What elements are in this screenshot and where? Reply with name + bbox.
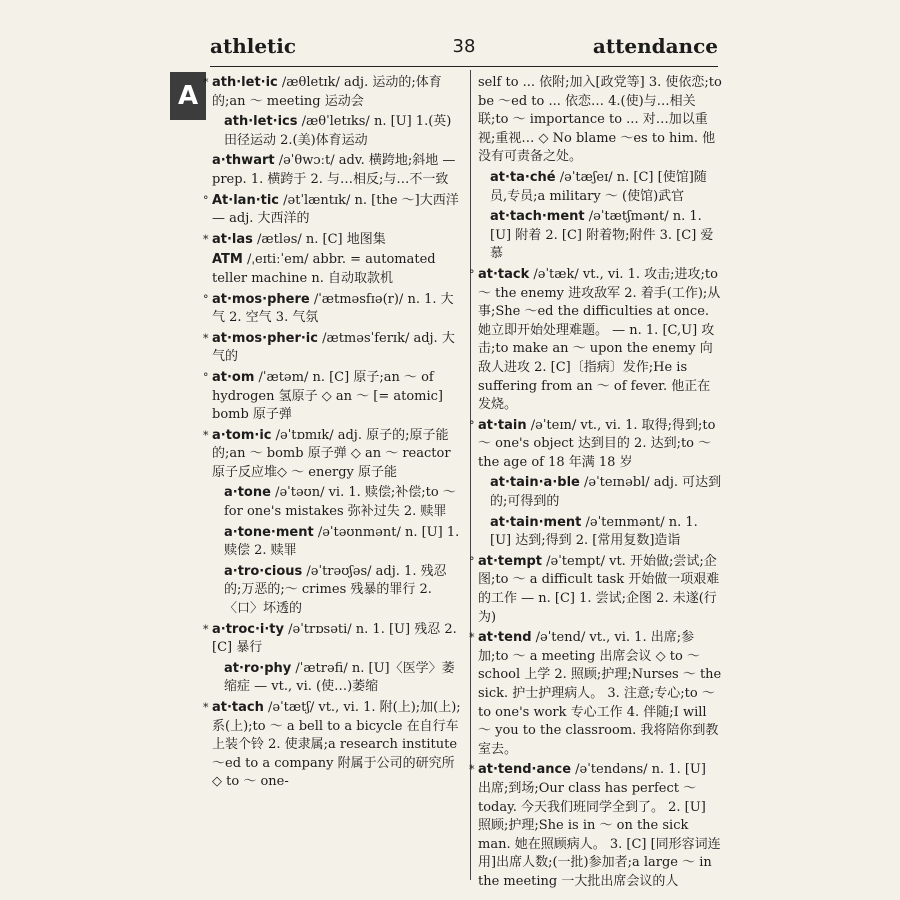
headword: a·tone — [224, 485, 271, 501]
thumb-index-tab: A — [170, 72, 206, 120]
dictionary-entry — [469, 266, 722, 415]
dictionary-entry — [469, 417, 722, 473]
dictionary-entry — [478, 74, 722, 167]
frequency-mark: ° — [203, 292, 209, 306]
dictionary-entry — [203, 330, 462, 367]
headword: at·tend — [478, 630, 532, 646]
dictionary-entry — [212, 113, 462, 150]
headword: at·tain·a·ble — [490, 475, 580, 491]
entry-definition: /əˈθwɔːt/ adv. 横跨地;斜地 — prep. 1. 横跨于 2. 与…相反;与…不一致 — [212, 153, 456, 187]
dictionary-entry — [203, 231, 462, 250]
headword: at·tend·ance — [478, 762, 572, 778]
headword: At·lan·tic — [212, 192, 280, 208]
entry-definition: /əˈtəʊn/ vi. 1. 赎偿;补偿;to ～ for one's mistakes 弥补过失 2. 赎罪 — [224, 485, 456, 520]
frequency-mark: ° — [469, 418, 475, 432]
headword: ATM — [212, 252, 243, 268]
entry-definition: /ˈætrəfi/ n. [U]〈医学〉萎缩症 — vt., vi. (使…)萎缩 — [224, 660, 455, 695]
entry-definition: /əˈtrɒsəti/ n. 1. [U] 残忍 2. [C] 暴行 — [212, 621, 457, 656]
headword: at·mos·phere — [212, 291, 310, 307]
entry-definition: /əˈtend/ vt., vi. 1. 出席;参加;to ～ a meeting 出席会议 ◇ to ～ school 上学 2. 照顾;护理;Nurses ～ the sick. 护士护理病人。 3. 注意;专心;to ～ to one's work 专心工作 4. 伴随;I will ～ you to the classroom. 我将陪你到教室去。 — [478, 630, 722, 757]
entry-definition: /ætməsˈferɪk/ adj. 大气的 — [212, 330, 455, 365]
frequency-mark: * — [203, 428, 209, 442]
dictionary-entry — [212, 152, 462, 189]
dictionary-entry — [212, 484, 462, 521]
entry-definition: /ətˈlæntɪk/ n. [the ～]大西洋 — adj. 大西洋的 — [212, 192, 459, 227]
frequency-mark: ° — [203, 370, 209, 384]
dictionary-entry — [203, 291, 462, 328]
entry-definition: self to ... 依附;加入[政党等] 3. 使依恋;to be ～ed to ... 依恋… 4.(使)与…相关联;to ～ importance to ... 对…加以重视;重视… ◇ No blame ～es to him. 他没有可责备之处。 — [478, 75, 722, 165]
entry-definition: /ˈætəm/ n. [C] 原子;an ～ of hydrogen 氢原子 ◇ an ～ [= atomic] bomb 原子弹 — [212, 369, 443, 423]
headword: at·tain — [478, 417, 527, 433]
entry-definition: /əˈteɪn/ vt., vi. 1. 取得;得到;to ～ one's object 达到目的 2. 达到;to ～ the age of 18 年满 18 岁 — [478, 417, 716, 470]
frequency-mark: * — [203, 622, 209, 636]
header-rule — [210, 66, 718, 67]
guide-word-right: attendance — [592, 34, 718, 58]
entry-definition: /æθˈletɪks/ n. [U] 1.(英)田径运动 2.(美)体育运动 — [224, 114, 452, 148]
frequency-mark: * — [469, 763, 475, 777]
left-column — [203, 74, 462, 794]
dictionary-entry — [469, 629, 722, 759]
frequency-mark: * — [203, 232, 209, 246]
dictionary-entry — [478, 474, 722, 511]
headword: a·tom·ic — [212, 427, 272, 443]
frequency-mark: * — [203, 701, 209, 714]
dictionary-entry — [469, 553, 722, 627]
frequency-mark: * — [203, 76, 209, 89]
headword: at·tack — [478, 266, 530, 282]
headword: a·tro·cious — [224, 563, 303, 579]
dictionary-entry — [203, 369, 462, 425]
headword: at·tach·ment — [490, 209, 585, 225]
entry-definition: /əˈtætʃmənt/ n. 1. [U] 附着 2. [C] 附着物;附件 3. [C] 爱慕 — [490, 209, 714, 262]
page-header — [210, 32, 718, 66]
headword: at·tempt — [478, 553, 543, 569]
headword: a·troc·i·ty — [212, 621, 284, 637]
frequency-mark: ° — [203, 193, 209, 207]
dictionary-entry — [478, 514, 722, 551]
right-column — [469, 74, 722, 894]
entry-definition: /əˈtrəʊʃəs/ adj. 1. 残忍的;万恶的;～ crimes 残暴的罪行 2.〈口〉坏透的 — [224, 563, 447, 617]
dictionary-entry — [478, 169, 722, 206]
headword: a·tone·ment — [224, 524, 314, 540]
headword: ath·let·ics — [224, 114, 298, 130]
headword: at·tain·ment — [490, 514, 582, 530]
entry-definition: /əˈtæʃeɪ/ n. [C] [使馆]随员,专员;a military ～ (使馆)武官 — [490, 169, 707, 204]
dictionary-entry — [203, 427, 462, 483]
headword: at·om — [212, 369, 255, 385]
entry-definition: /əˈtendəns/ n. 1. [U] 出席;到场;Our class has perfect ～ today. 今天我们班同学全到了。 2. [U] 照顾;护理;She is in ～ on the sick man. 她在照顾病人。 3. [C] [同形容词连用]出席人数;(一批)参加者;a large ～ in the meeting 一大批出席会议的人 — [478, 762, 721, 889]
entry-definition: /əˈtætʃ/ vt., vi. 1. 附(上);加(上);系(上);to ～ a bell to a bicycle 在自行车上装个铃 2. 使隶属;a research institute ～ed to a company 附属于公司的研究所◇ to ～ one- — [212, 700, 461, 790]
headword: at·tach — [212, 700, 264, 715]
page-number: 38 — [452, 36, 476, 57]
dictionary-entry — [203, 74, 462, 111]
frequency-mark: * — [469, 631, 475, 645]
frequency-mark: * — [203, 331, 209, 345]
guide-word-left: athletic — [210, 34, 297, 58]
entry-definition: /əˈteɪnəbl/ adj. 可达到的;可得到的 — [490, 475, 722, 510]
entry-definition: /ˌeɪtiːˈem/ abbr. = automated teller machine n. 自动取款机 — [212, 252, 436, 286]
headword: at·las — [212, 231, 253, 247]
entry-definition: /əˈtɒmɪk/ adj. 原子的;原子能的;an ～ bomb 原子弹 ◇ an ～ reactor 原子反应堆◇ ～ energy 原子能 — [212, 427, 451, 480]
entry-definition: /əˈtempt/ vt. 开始做;尝试;企图;to ～ a difficult task 开始做一项艰难的工作 — n. [C] 1. 尝试;企图 2. 未遂(行为) — [478, 553, 720, 625]
entry-definition: /æθletɪk/ adj. 运动的;体育的;an ～ meeting 运动会 — [212, 75, 442, 109]
frequency-mark: ° — [469, 554, 475, 568]
entry-definition: /əˈtəʊnmənt/ n. [U] 1. 赎偿 2. 赎罪 — [224, 524, 460, 559]
dictionary-entry — [469, 761, 722, 891]
dictionary-entry — [212, 251, 462, 288]
dictionary-entry — [212, 563, 462, 619]
dictionary-entry — [203, 621, 462, 658]
entry-definition: /ˈætməsfɪə(r)/ n. 1. 大气 2. 空气 3. 气氛 — [212, 291, 454, 326]
headword: a·thwart — [212, 153, 275, 169]
headword: at·ro·phy — [224, 660, 292, 676]
headword: ath·let·ic — [212, 75, 278, 90]
dictionary-entry — [212, 524, 462, 561]
column-divider — [470, 70, 471, 880]
entry-definition: /əˈtæk/ vt., vi. 1. 攻击;进攻;to ～ the enemy 进攻敌军 2. 着手(工作);从事;She ～ed the difficulties at once. 她立即开始处理难题。 — n. 1. [C,U] 攻击;to make an ～ upon the enemy 向敌人进攻 2. [C]〔指病〕发作;He is suffering from an ～ of fever. 他正在发烧。 — [478, 266, 721, 413]
headword: at·ta·ché — [490, 169, 556, 185]
entry-definition: /ætləs/ n. [C] 地图集 — [252, 231, 386, 247]
dictionary-entry — [478, 208, 722, 264]
dictionary-entry — [212, 660, 462, 697]
frequency-mark: ° — [469, 267, 475, 281]
entry-definition: /əˈteɪnmənt/ n. 1. [U] 达到;得到 2. [常用复数]造诣 — [490, 514, 698, 549]
headword: at·mos·pher·ic — [212, 330, 318, 346]
dictionary-entry — [203, 192, 462, 229]
dictionary-entry — [203, 699, 462, 792]
